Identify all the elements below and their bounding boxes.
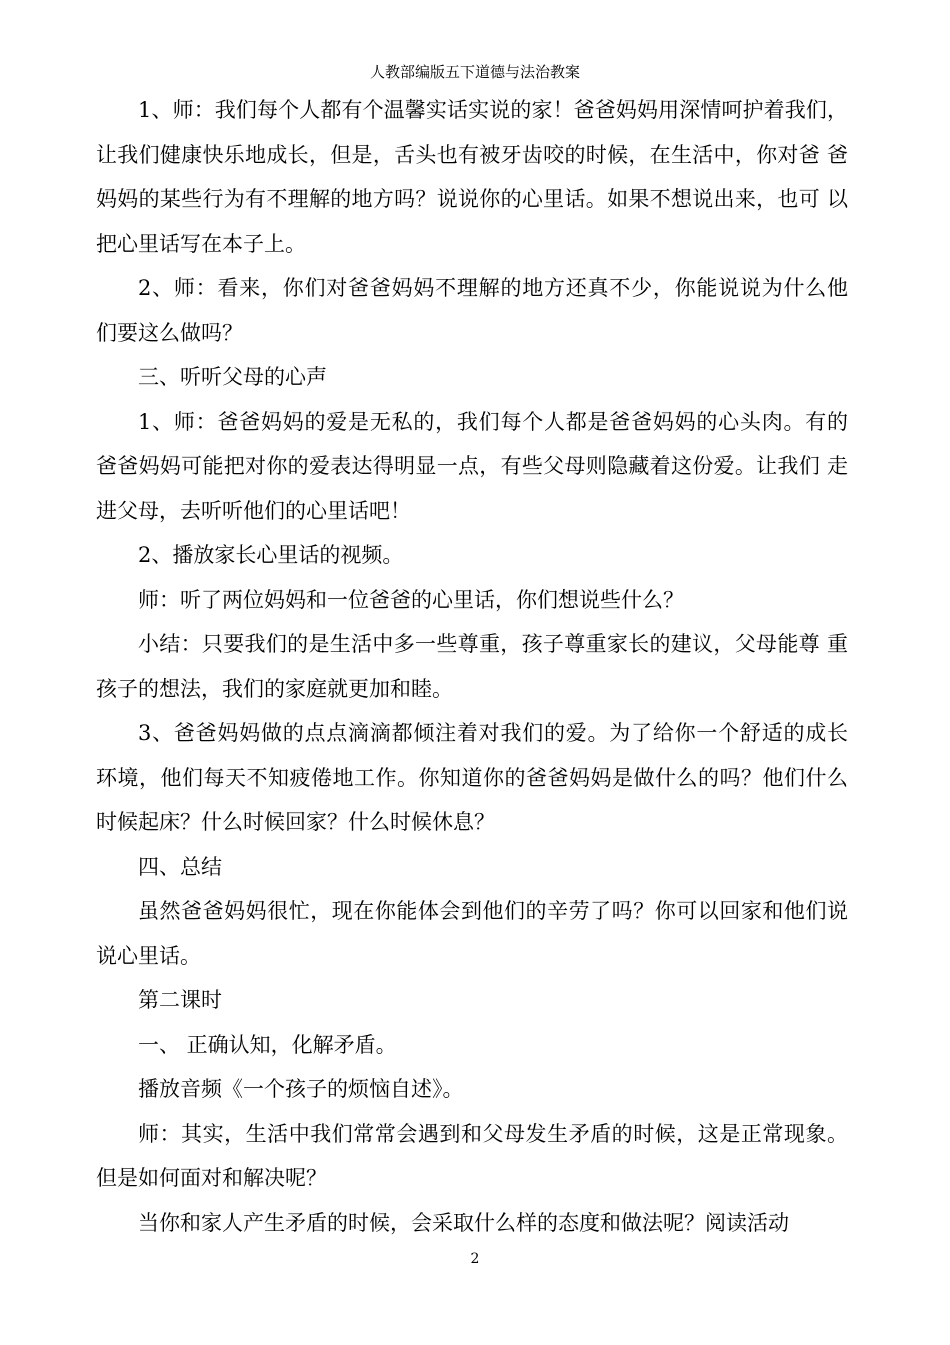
section-heading: 一、 正确认知，化解矛盾。 [138,1032,397,1057]
paragraph: 2、师：看来，你们对爸爸妈妈不理解的地方还真不少，你能说说为什么他 们要这么做吗？ [96,276,848,345]
document-body [96,88,848,1245]
paragraph: 1、师：爸爸妈妈的爱是无私的，我们每个人都是爸爸妈妈的心头肉。有的 爸爸妈妈可能把对你的爱表达得明显一点，有些父母则隐藏着这份爱。让我们 走进父母，去听听他们的心里话吧！ [96,409,848,523]
paragraph: 师：听了两位妈妈和一位爸爸的心里话，你们想说些什么？ [138,587,684,612]
paragraph: 当你和家人产生矛盾的时候，会采取什么样的态度和做法呢？阅读活动 [138,1210,789,1235]
page-number: 2 [470,1251,480,1267]
section-heading: 三、听听父母的心声 [138,365,327,389]
section-heading: 第二课时 [138,988,222,1012]
paragraph: 虽然爸爸妈妈很忙，现在你能体会到他们的辛劳了吗？你可以回家和他们说说心里话。 [96,899,848,968]
paragraph: 小结：只要我们的是生活中多一些尊重，孩子尊重家长的建议，父母能尊 重孩子的想法，我们的家庭就更加和睦。 [96,632,848,701]
paragraph: 2、播放家长心里话的视频。 [138,543,404,567]
paragraph: 3、爸爸妈妈做的点点滴滴都倾注着对我们的爱。为了给你一个舒适的成长 环境，他们每天不知疲倦地工作。你知道你的爸爸妈妈是做什么的吗？他们什么 时候起床？什么时候回家？什么时候休息？ [96,721,848,834]
section-heading: 四、总结 [138,854,222,879]
paragraph: 师：其实，生活中我们常常会遇到和父母发生矛盾的时候，这是正常现象。但是如何面对和解决呢？ [96,1121,848,1190]
paragraph: 1、师：我们每个人都有个温馨实话实说的家！爸爸妈妈用深情呵护着我们， 让我们健康快乐地成长，但是，舌头也有被牙齿咬的时候，在生活中，你对爸 爸妈妈的某些行为有不理解的地方吗？说说你的心里话。如果不想说出来，也可 以把心里话写在本子上。 [96,98,848,256]
page-header: 人教部编版五下道德与法治教案 [369,63,580,81]
paragraph: 播放音频《一个孩子的烦恼自述》。 [138,1077,464,1101]
